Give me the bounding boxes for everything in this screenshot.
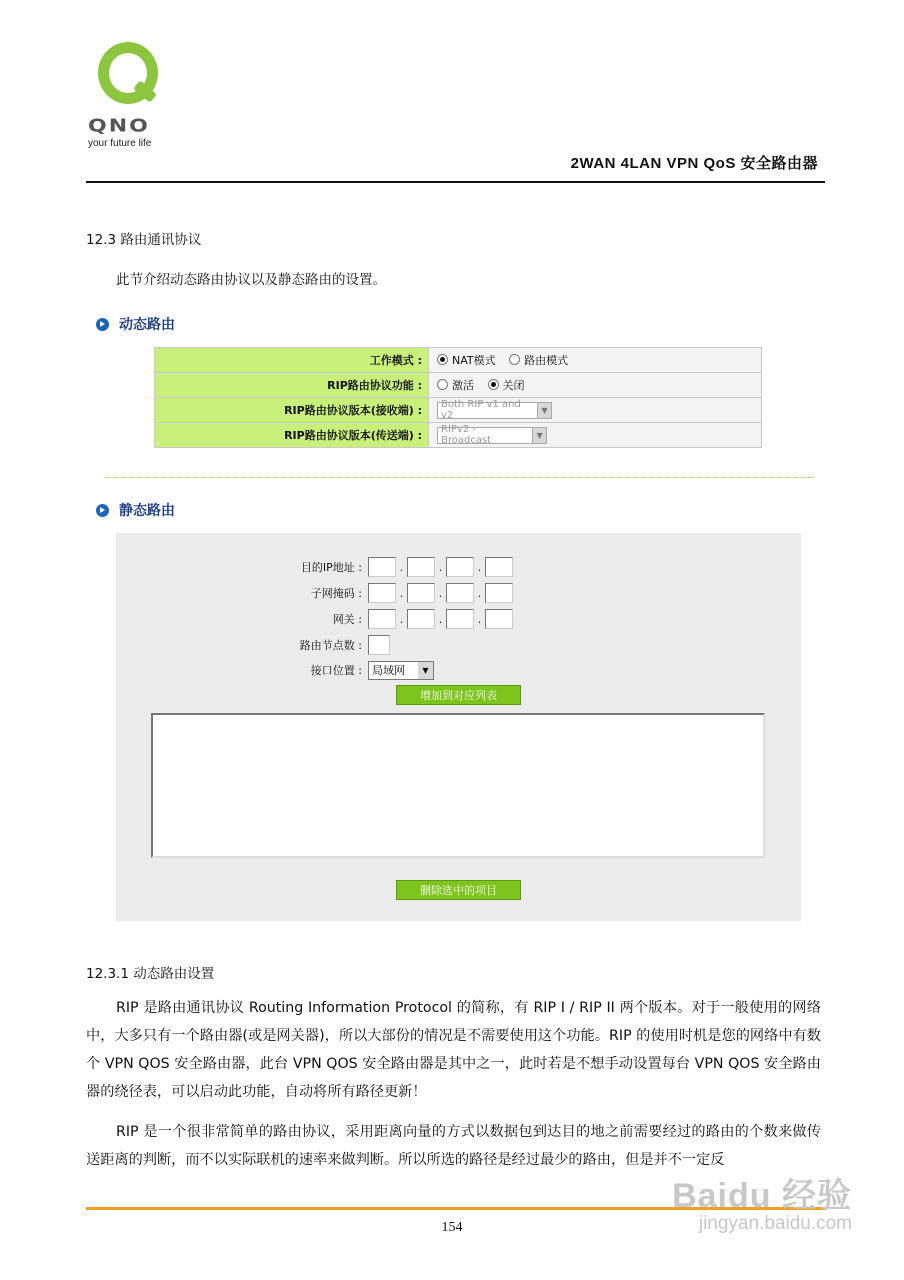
rip-receive-version-label: RIP路由协议版本(接收端) : — [155, 398, 429, 423]
dynamic-routing-heading-text: 动态路由 — [119, 317, 175, 333]
table-row — [155, 423, 762, 448]
gateway-label: 网关 : — [332, 613, 362, 626]
arrow-bullet-icon — [96, 504, 109, 517]
hop-count-input[interactable] — [368, 635, 390, 655]
subnet-octet-4[interactable] — [485, 583, 513, 603]
rip-enable-label: 激活 — [452, 379, 474, 392]
subsection-title: 12.3.1 动态路由设置 — [86, 966, 215, 982]
router-mode-label: 路由模式 — [524, 354, 569, 367]
section-title: 12.3 路由通讯协议 — [86, 232, 202, 248]
router-mode-option[interactable] — [509, 354, 568, 367]
interface-value: 局域网 — [372, 664, 405, 677]
rip-disable-option[interactable] — [488, 379, 525, 392]
section-intro: 此节介绍动态路由协议以及静态路由的设置。 — [116, 272, 386, 288]
table-row — [155, 373, 762, 398]
static-routing-panel — [116, 533, 801, 921]
dest-ip-label: 目的IP地址 : — [300, 561, 362, 574]
table-row — [155, 348, 762, 373]
rip-receive-version-select[interactable] — [437, 399, 552, 421]
interface-row — [116, 659, 434, 681]
chevron-down-icon[interactable]: ▼ — [532, 428, 546, 443]
rip-send-version-select[interactable] — [437, 424, 547, 446]
add-to-list-button[interactable]: 增加到对应列表 — [396, 685, 521, 705]
interface-select[interactable] — [368, 661, 434, 680]
dest-ip-octet-4[interactable] — [485, 557, 513, 577]
work-mode-options — [429, 348, 762, 373]
work-mode-label: 工作模式 : — [155, 348, 429, 373]
chevron-down-icon[interactable]: ▼ — [418, 662, 433, 679]
delete-selected-button[interactable]: 删除选中的项目 — [396, 880, 521, 900]
dest-ip-octet-2[interactable] — [407, 557, 435, 577]
rip-send-version-label: RIP路由协议版本(传送端) : — [155, 423, 429, 448]
radio-checked-icon[interactable] — [488, 379, 499, 390]
gateway-octet-2[interactable] — [407, 609, 435, 629]
logo-tagline: your future life — [88, 138, 152, 149]
hop-count-row — [116, 634, 390, 656]
logo-wordmark: QNO — [88, 116, 150, 137]
paragraph-rip-intro: RIP 是路由通讯协议 Routing Information Protocol 的简称，有 RIP I / RIP II 两个版本。对于一般使用的网络中，大多只有一个路由器(或是网关器)，所以大部份的情况是不需要使用这个功能。RIP 的使用时机是您的网络中有数个 VPN QOS 安全路由器，此台 VPN QOS 安全路由器是其中之一，此时若是不想手动设置每台 VPN QOS 安全路由器的绕径表，可以启动此功能，自动将所有路径更新！ — [86, 1000, 821, 1100]
rip-disable-label: 关闭 — [502, 379, 525, 392]
subnet-label: 子网掩码 : — [310, 587, 362, 600]
arrow-bullet-icon — [96, 318, 109, 331]
subnet-octet-1[interactable] — [368, 583, 396, 603]
radio-checked-icon[interactable] — [437, 354, 448, 365]
interface-label: 接口位置 : — [310, 664, 362, 677]
subnet-row: 子网掩码 : . . . — [116, 582, 513, 604]
static-route-list[interactable] — [151, 713, 765, 858]
dotted-divider — [104, 477, 813, 478]
paragraph-rip-detail: RIP 是一个很非常简单的路由协议，采用距离向量的方式以数据包到达目的地之前需要经过的路由的个数来做传送距离的判断，而不以实际联机的速率来做判断。所以所选的路径是经过最少的路由，但是并不一定反 — [86, 1124, 821, 1168]
watermark-url: jingyan.baidu.com — [698, 1213, 852, 1234]
rip-function-label: RIP路由协议功能 : — [155, 373, 429, 398]
rip-receive-version-value: Both RIP v1 and v2 — [441, 399, 521, 421]
dest-ip-octet-3[interactable] — [446, 557, 474, 577]
static-routing-heading — [96, 500, 175, 520]
chevron-down-icon[interactable]: ▼ — [537, 403, 551, 418]
dynamic-routing-table — [154, 347, 762, 448]
gateway-octet-3[interactable] — [446, 609, 474, 629]
watermark-brand: Baidu 经验 — [672, 1177, 852, 1215]
gateway-octet-1[interactable] — [368, 609, 396, 629]
dynamic-routing-heading — [96, 314, 175, 334]
rip-enable-option[interactable] — [437, 379, 474, 392]
rip-send-version-value: RIPv2 - Broadcast — [441, 424, 492, 446]
gateway-octet-4[interactable] — [485, 609, 513, 629]
nat-mode-option[interactable] — [437, 354, 496, 367]
baidu-watermark — [672, 1168, 852, 1235]
header-divider — [86, 181, 825, 183]
rip-function-options — [429, 373, 762, 398]
static-routing-heading-text: 静态路由 — [119, 503, 175, 519]
gateway-row: 网关 : . . . — [116, 608, 513, 630]
hop-count-label: 路由节点数 : — [299, 639, 362, 652]
radio-unchecked-icon[interactable] — [509, 354, 520, 365]
table-row — [155, 398, 762, 423]
nat-mode-label: NAT模式 — [452, 354, 496, 367]
page-number: 154 — [441, 1220, 463, 1235]
document-title: 2WAN 4LAN VPN QoS 安全路由器 — [570, 155, 818, 172]
qno-logo — [88, 42, 178, 152]
dest-ip-octet-1[interactable] — [368, 557, 396, 577]
subnet-octet-3[interactable] — [446, 583, 474, 603]
radio-unchecked-icon[interactable] — [437, 379, 448, 390]
subnet-octet-2[interactable] — [407, 583, 435, 603]
dest-ip-row: 目的IP地址 : . . . — [116, 556, 513, 578]
